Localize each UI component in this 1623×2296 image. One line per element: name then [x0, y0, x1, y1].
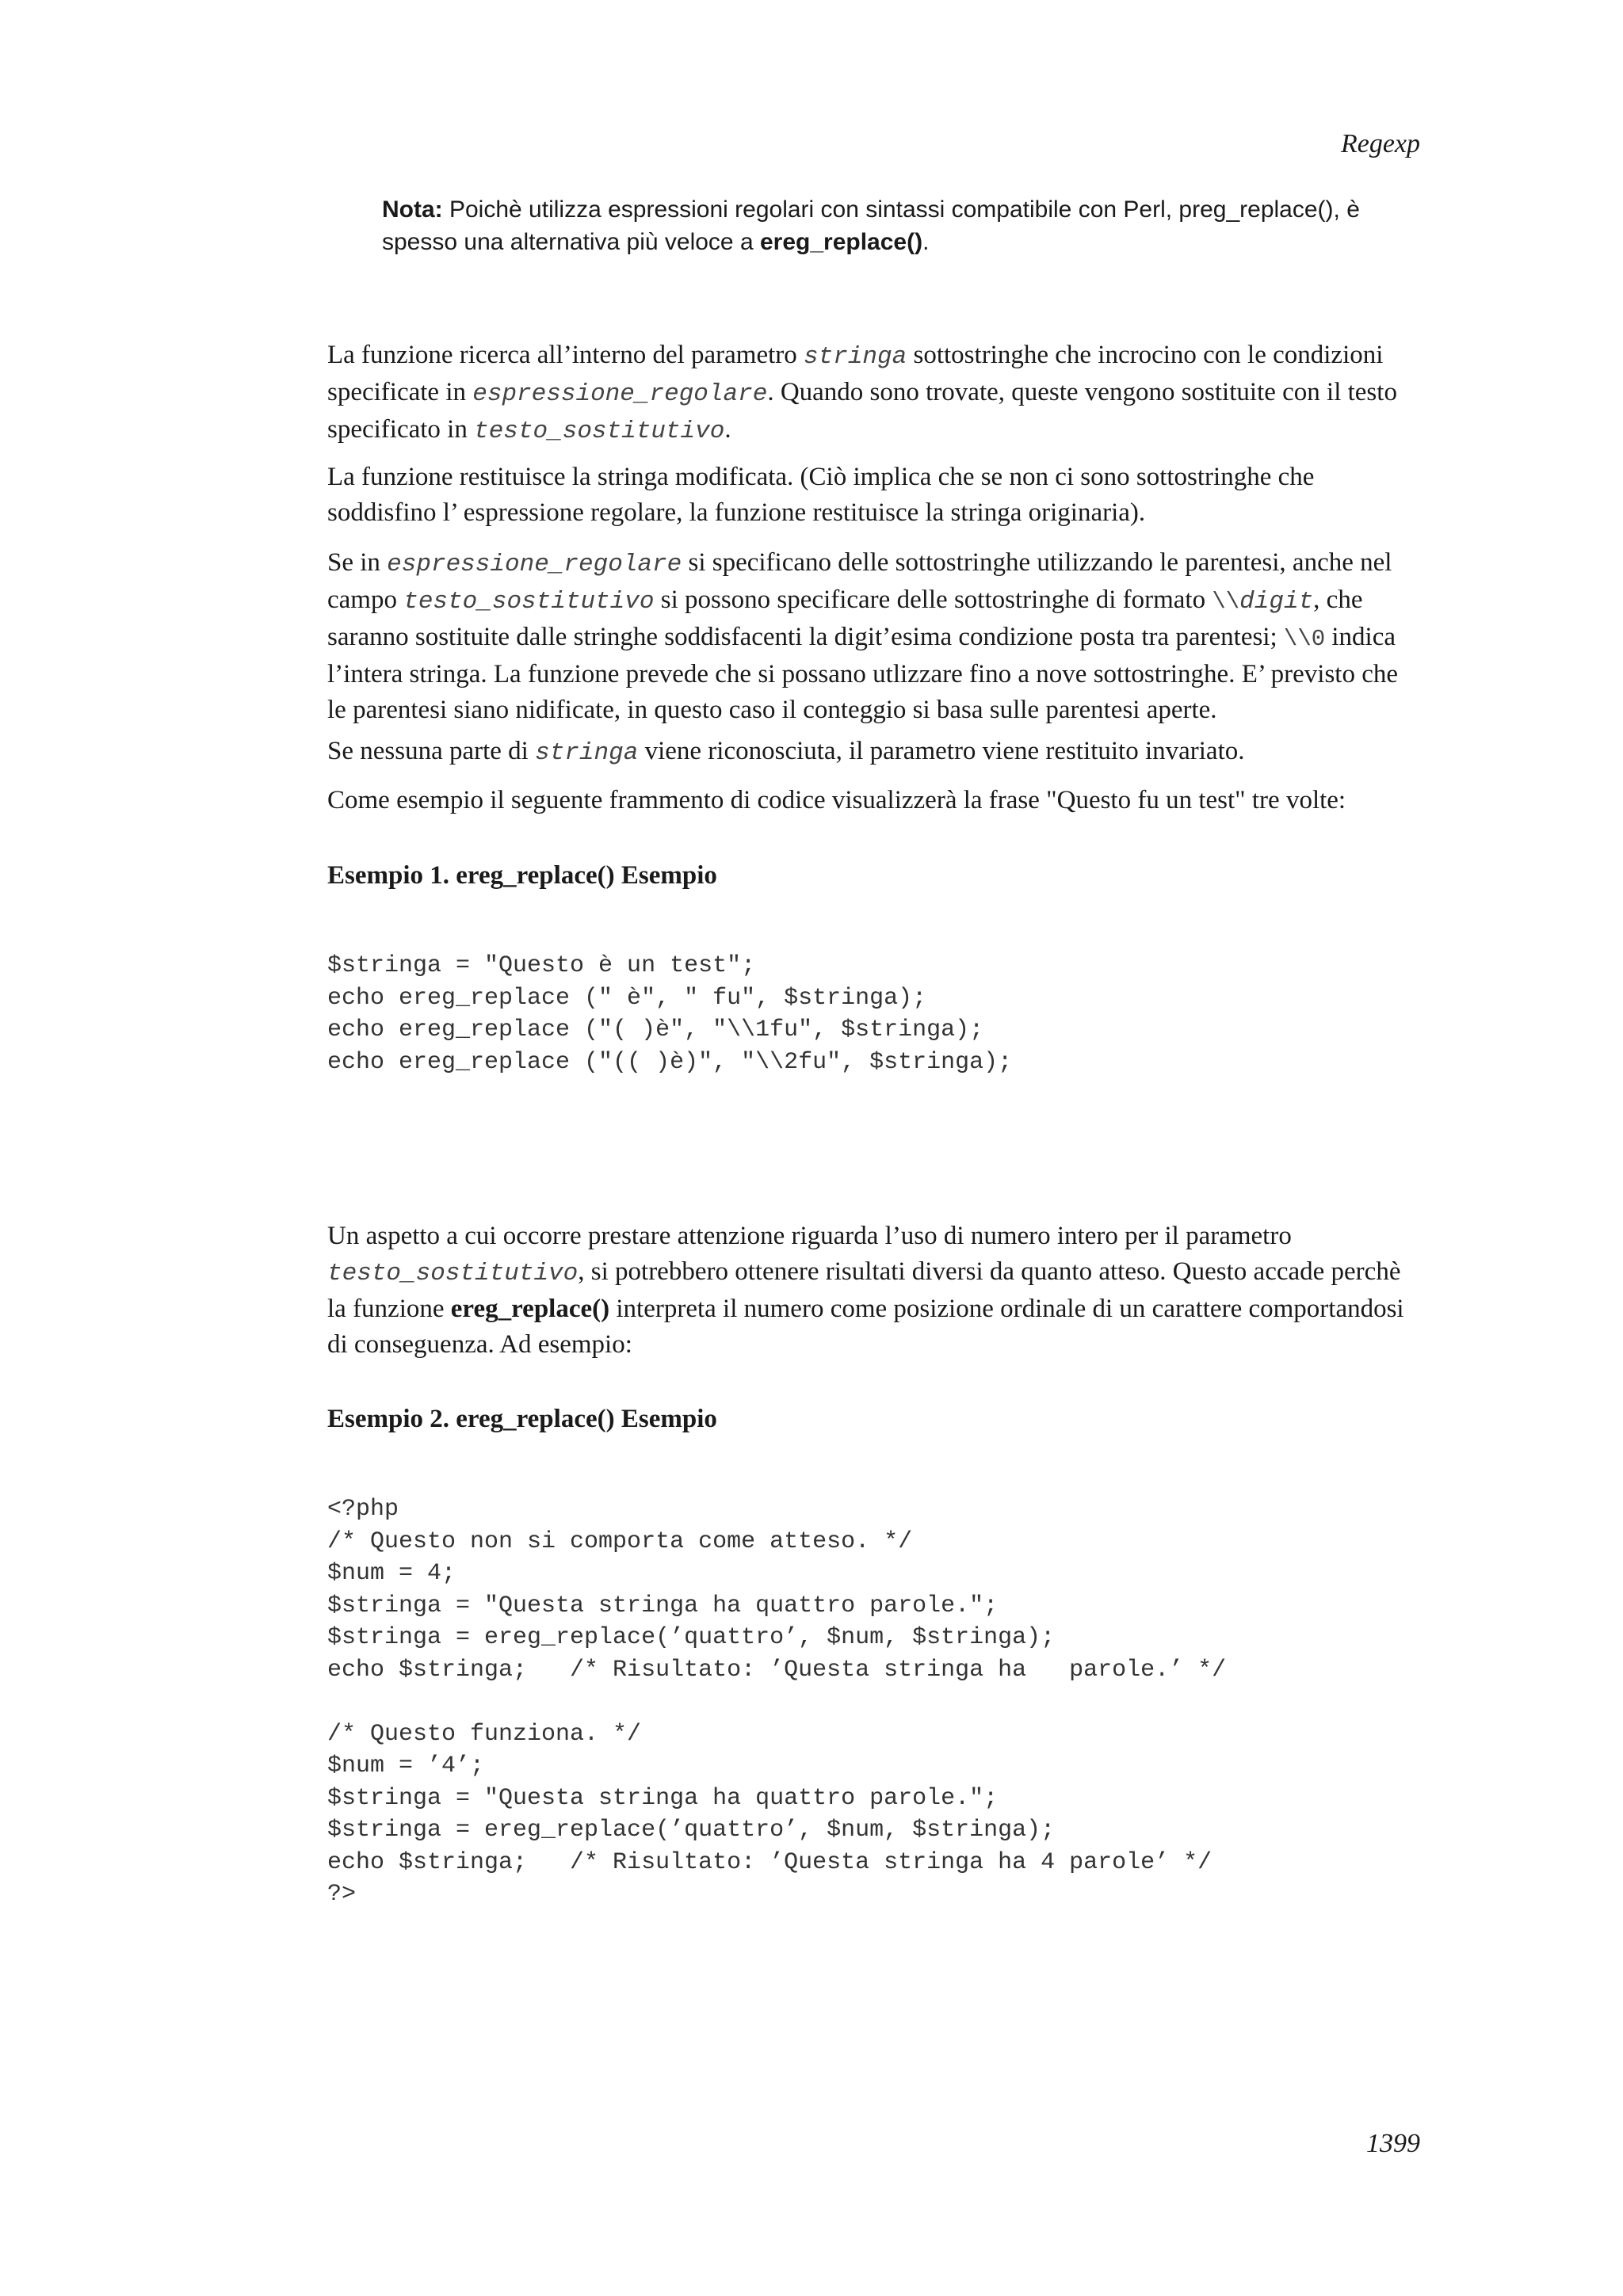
paragraph-example-intro: Come esempio il seguente frammento di codice visualizzerà la frase "Questo fu un test" tre volte: — [327, 786, 1346, 814]
function-name-bold: ereg_replace() — [450, 1295, 610, 1323]
backslash-code: \\ — [1212, 589, 1240, 615]
digit-code: digit — [1239, 588, 1314, 616]
example-1-title: Esempio 1. ereg_replace() Esempio — [327, 861, 717, 890]
example-1-code: $stringa = "Questo è un test"; echo ereg_replace (" è", " fu", $stringa); echo ereg_replace ("( )è", "\\1fu", $stringa); echo ereg_replace ("(( )è)", "\\2fu", $stringa); — [327, 952, 1013, 1076]
param-espressione-regolare: espressione_regolare — [387, 551, 682, 578]
param-testo-sostitutivo: testo_sostitutivo — [403, 588, 655, 616]
note-text: Poichè utilizza espressioni regolari con sintassi compatibile con Perl, preg_replace(), è spesso una alternativa più veloce a — [382, 196, 1360, 255]
param-stringa: stringa — [535, 739, 639, 767]
paragraph-subpatterns: Se in espressione_regolare si specificano delle sottostringhe utilizzando le parentesi, anche nel campo testo_sostitutivo si possono specificare delle sottostringhe di formato \\digit, che saranno sostituite dalle stringhe soddisfacenti la digit’esima condizione posta tra parentesi; \\0 indica l’intera stringa. La funzione prevede che si possano utlizzare fino a nove sottostringhe. E’ previsto che le parentesi siano nidificate, in questo caso il conteggio si basa sulle parentesi aperte. — [327, 548, 1399, 724]
paragraph-return-value: La funzione restituisce la stringa modificata. (Ciò implica che se non ci sono sottostringhe che soddisfino l’ espressione regolare, la funzione restituisce la stringa originaria). — [327, 463, 1315, 527]
param-testo-sostitutivo: testo_sostitutivo — [474, 418, 725, 445]
paragraph-integer-warning: Un aspetto a cui occorre prestare attenzione riguarda l’uso di numero intero per il parametro testo_sostitutivo, si potrebbero ottenere risultati diversi da quanto atteso. Questo accade perchè la funzione ereg_replace() interpreta il numero come posizione ordinale di un carattere comportandosi di conseguenza. Ad esempio: — [327, 1222, 1404, 1359]
note-box: Nota: Poichè utilizza espressioni regolari con sintassi compatibile con Perl, preg_replace(), è spesso una alternativa più veloce a ereg_replace(). — [382, 196, 1360, 255]
running-header: Regexp — [1340, 129, 1420, 158]
example-2-title: Esempio 2. ereg_replace() Esempio — [327, 1405, 717, 1433]
page-number: 1399 — [1366, 2129, 1420, 2158]
param-espressione-regolare: espressione_regolare — [472, 380, 768, 408]
param-stringa: stringa — [804, 343, 907, 371]
backref-zero-code: \\0 — [1283, 626, 1326, 652]
paragraph-description: La funzione ricerca all’interno del parametro stringa sottostringhe che incrocino con le condizioni specificate in espressione_regolare. Quando sono trovate, queste vengono sostituite con il testo specificato in testo_sostitutivo. — [327, 341, 1397, 445]
paragraph-no-match: Se nessuna parte di stringa viene riconosciuta, il parametro viene restituito invariato. — [327, 737, 1245, 767]
example-2-code: <?php /* Questo non si comporta come atteso. */ $num = 4; $stringa = "Questa stringa ha quattro parole."; $stringa = ereg_replace(’quattro’, $num, $stringa); echo $stringa; /* Risultato: ’Questa stringa ha parole.’ */ /* Questo funziona. */ $num = ’4’; $stringa = "Questa stringa ha quattro parole."; $stringa = ereg_replace(’quattro’, $num, $stringa); echo $stringa; /* Risultato: ’Questa stringa ha 4 parole’ */ ?> — [327, 1496, 1227, 1908]
param-testo-sostitutivo: testo_sostitutivo — [327, 1260, 579, 1287]
note-function-name: ereg_replace() — [759, 229, 923, 255]
note-label: Nota: — [382, 196, 443, 223]
